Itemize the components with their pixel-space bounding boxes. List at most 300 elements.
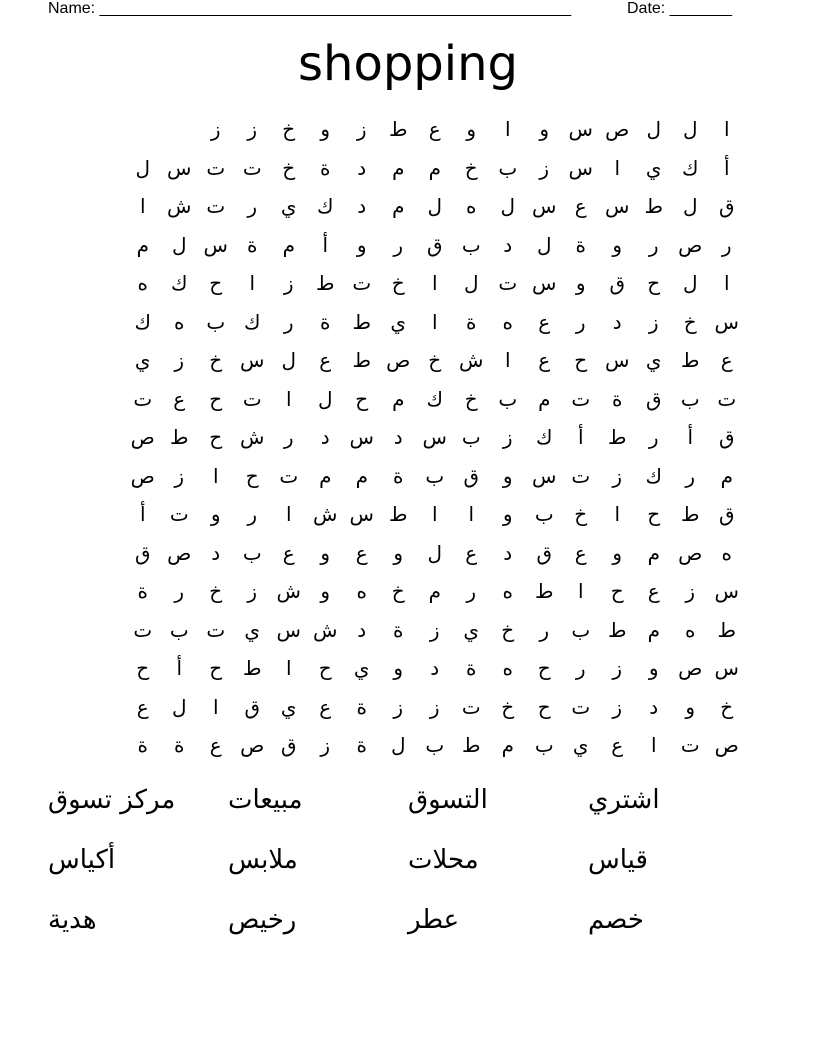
grid-letter: ق bbox=[718, 194, 735, 219]
grid-letter: ط bbox=[608, 425, 627, 450]
grid-row bbox=[85, 226, 745, 265]
grid-letter: ا bbox=[285, 656, 292, 681]
grid-letter: ع bbox=[428, 117, 441, 142]
word-bank-item: رخيص bbox=[228, 905, 297, 935]
grid-letter: ة bbox=[356, 733, 367, 758]
grid-letter: ر bbox=[648, 425, 659, 450]
grid-letter: ة bbox=[393, 463, 404, 488]
grid-letter: ش bbox=[276, 579, 301, 604]
grid-letter: ت bbox=[680, 733, 700, 758]
word-bank-item: التسوق bbox=[408, 785, 488, 815]
word-bank-item: مبيعات bbox=[228, 785, 303, 815]
grid-letter: ل bbox=[463, 271, 479, 296]
grid-letter: ز bbox=[320, 733, 331, 758]
grid-letter: ق bbox=[244, 694, 261, 719]
grid-letter: س bbox=[714, 656, 739, 681]
grid-letter: ز bbox=[247, 117, 258, 142]
grid-letter: ت bbox=[279, 463, 299, 488]
grid-letter: ش bbox=[459, 348, 484, 373]
grid-letter: ز bbox=[612, 694, 623, 719]
grid-letter: ر bbox=[575, 656, 586, 681]
grid-letter: و bbox=[539, 117, 550, 142]
grid-letter: ة bbox=[466, 656, 477, 681]
grid-letter: د bbox=[649, 694, 659, 719]
grid-letter: خ bbox=[282, 155, 296, 180]
grid-letter: ت bbox=[571, 694, 591, 719]
grid-letter: ه bbox=[466, 194, 477, 219]
grid-letter: ة bbox=[137, 579, 148, 604]
grid-letter: ط bbox=[644, 194, 663, 219]
grid-row bbox=[85, 495, 745, 534]
grid-letter: ع bbox=[136, 694, 149, 719]
grid-letter: و bbox=[356, 232, 367, 257]
grid-row bbox=[85, 341, 745, 380]
grid-letter: م bbox=[428, 155, 441, 180]
grid-letter: ح bbox=[574, 348, 588, 373]
grid-letter: ا bbox=[431, 271, 438, 296]
grid-letter: و bbox=[575, 271, 586, 296]
grid-letter: ا bbox=[431, 309, 438, 334]
grid-letter: ا bbox=[285, 502, 292, 527]
grid-letter: د bbox=[357, 155, 367, 180]
grid-letter: ح bbox=[245, 463, 259, 488]
grid-letter: د bbox=[430, 656, 440, 681]
grid-letter: و bbox=[612, 232, 623, 257]
word-bank-item: أكياس bbox=[48, 845, 116, 875]
grid-letter: د bbox=[320, 425, 330, 450]
grid-letter: ح bbox=[209, 386, 223, 411]
grid-letter: ا bbox=[212, 463, 219, 488]
word-bank-row bbox=[48, 898, 768, 958]
grid-letter: ل bbox=[682, 194, 698, 219]
grid-letter: ه bbox=[721, 540, 732, 565]
grid-letter: و bbox=[685, 694, 696, 719]
grid-row bbox=[85, 187, 745, 226]
grid-letter: ص bbox=[714, 733, 739, 758]
grid-letter: ط bbox=[462, 733, 481, 758]
grid-letter: س bbox=[714, 579, 739, 604]
grid-letter: ح bbox=[209, 656, 223, 681]
grid-row bbox=[85, 534, 745, 573]
grid-letter: ي bbox=[244, 617, 261, 642]
grid-letter: س bbox=[203, 232, 228, 257]
grid-letter: ل bbox=[317, 386, 333, 411]
grid-letter: ك bbox=[171, 271, 188, 296]
grid-letter: خ bbox=[501, 694, 515, 719]
grid-letter: ط bbox=[717, 617, 736, 642]
grid-letter: ة bbox=[174, 733, 185, 758]
grid-letter: س bbox=[167, 155, 192, 180]
grid-letter: ت bbox=[571, 386, 591, 411]
grid-letter: ا bbox=[249, 271, 256, 296]
grid-letter: ك bbox=[536, 425, 553, 450]
grid-letter: ز bbox=[174, 463, 185, 488]
grid-letter: م bbox=[428, 579, 441, 604]
grid-letter: ر bbox=[283, 309, 294, 334]
grid-letter: ص bbox=[386, 348, 411, 373]
grid-letter: س bbox=[605, 194, 630, 219]
grid-letter: ز bbox=[612, 463, 623, 488]
grid-letter: ي bbox=[280, 694, 297, 719]
grid-letter: ح bbox=[537, 656, 551, 681]
grid-letter: ت bbox=[717, 386, 737, 411]
grid-letter: و bbox=[393, 656, 404, 681]
grid-row bbox=[85, 264, 745, 303]
grid-letter: ز bbox=[210, 117, 221, 142]
grid-letter: ش bbox=[167, 194, 192, 219]
grid-letter: ق bbox=[426, 232, 443, 257]
grid-letter: ل bbox=[682, 271, 698, 296]
grid-row bbox=[85, 149, 745, 188]
grid-letter: ز bbox=[648, 309, 659, 334]
grid-row bbox=[85, 611, 745, 650]
word-bank-item: مركز تسوق bbox=[48, 785, 176, 815]
grid-letter: ي bbox=[134, 348, 151, 373]
grid-letter: ه bbox=[137, 271, 148, 296]
grid-letter: ع bbox=[319, 694, 332, 719]
grid-letter: ا bbox=[504, 117, 511, 142]
grid-letter: ز bbox=[429, 617, 440, 642]
grid-row bbox=[85, 380, 745, 419]
grid-letter: س bbox=[349, 425, 374, 450]
grid-letter: ش bbox=[240, 425, 265, 450]
grid-letter: ص bbox=[130, 463, 155, 488]
grid-letter: ت bbox=[461, 694, 481, 719]
grid-letter: ل bbox=[427, 540, 443, 565]
grid-letter: ي bbox=[390, 309, 407, 334]
grid-letter: ز bbox=[429, 694, 440, 719]
grid-letter: ر bbox=[539, 617, 550, 642]
grid-letter: ل bbox=[682, 117, 698, 142]
grid-row bbox=[85, 418, 745, 457]
grid-letter: و bbox=[320, 579, 331, 604]
grid-letter: ا bbox=[577, 579, 584, 604]
grid-letter: ع bbox=[538, 309, 551, 334]
grid-letter: م bbox=[392, 386, 405, 411]
grid-letter: ة bbox=[247, 232, 258, 257]
grid-letter: د bbox=[357, 617, 367, 642]
word-bank-item: هدية bbox=[48, 905, 97, 935]
grid-letter: ب bbox=[461, 425, 481, 450]
grid-letter: أ bbox=[322, 232, 329, 257]
grid-letter: ة bbox=[137, 733, 148, 758]
grid-letter: ط bbox=[170, 425, 189, 450]
grid-letter: ح bbox=[537, 694, 551, 719]
grid-letter: ت bbox=[571, 463, 591, 488]
grid-letter: ي bbox=[280, 194, 297, 219]
grid-letter: ح bbox=[647, 271, 661, 296]
grid-letter: أ bbox=[139, 502, 146, 527]
grid-letter: خ bbox=[391, 271, 405, 296]
grid-letter: ش bbox=[313, 617, 338, 642]
grid-letter: خ bbox=[464, 386, 478, 411]
grid-letter: ص bbox=[167, 540, 192, 565]
grid-letter: ت bbox=[206, 155, 226, 180]
grid-letter: و bbox=[466, 117, 477, 142]
grid-letter: أ bbox=[176, 656, 183, 681]
grid-letter: ه bbox=[502, 309, 513, 334]
grid-letter: ق bbox=[718, 425, 735, 450]
grid-letter: م bbox=[392, 155, 405, 180]
grid-letter: م bbox=[720, 463, 733, 488]
grid-letter: ر bbox=[247, 502, 258, 527]
word-bank-item: عطر bbox=[408, 905, 460, 935]
page-title: shopping bbox=[298, 36, 518, 92]
grid-letter: ع bbox=[209, 733, 222, 758]
grid-letter: ط bbox=[608, 617, 627, 642]
grid-row bbox=[85, 688, 745, 727]
grid-letter: ك bbox=[244, 309, 261, 334]
grid-letter: ه bbox=[502, 656, 513, 681]
grid-letter: ب bbox=[425, 463, 445, 488]
grid-letter: ص bbox=[605, 117, 630, 142]
grid-letter: و bbox=[210, 502, 221, 527]
grid-letter: ط bbox=[352, 309, 371, 334]
word-bank-item: قياس bbox=[588, 845, 648, 875]
grid-row bbox=[85, 649, 745, 688]
grid-letter: خ bbox=[501, 617, 515, 642]
grid-letter: ع bbox=[282, 540, 295, 565]
grid-letter: و bbox=[648, 656, 659, 681]
grid-letter: ب bbox=[169, 617, 189, 642]
grid-letter: ط bbox=[535, 579, 554, 604]
grid-letter: ا bbox=[504, 348, 511, 373]
grid-letter: ع bbox=[611, 733, 624, 758]
grid-row bbox=[85, 457, 745, 496]
grid-letter: د bbox=[503, 232, 513, 257]
grid-letter: ل bbox=[646, 117, 662, 142]
grid-letter: ي bbox=[572, 733, 589, 758]
grid-letter: ع bbox=[465, 540, 478, 565]
grid-letter: ر bbox=[466, 579, 477, 604]
grid-letter: ح bbox=[209, 271, 223, 296]
grid-letter: ز bbox=[612, 656, 623, 681]
grid-letter: ا bbox=[614, 502, 621, 527]
grid-letter: أ bbox=[723, 155, 730, 180]
grid-letter: ع bbox=[720, 348, 733, 373]
grid-letter: أ bbox=[687, 425, 694, 450]
grid-letter: خ bbox=[282, 117, 296, 142]
grid-letter: ز bbox=[174, 348, 185, 373]
grid-letter: و bbox=[502, 463, 513, 488]
grid-letter: ت bbox=[133, 617, 153, 642]
grid-letter: س bbox=[532, 271, 557, 296]
grid-letter: ل bbox=[500, 194, 516, 219]
name-field-line: Name: _____________________________________________________ bbox=[48, 0, 572, 17]
grid-letter: ل bbox=[281, 348, 297, 373]
grid-letter: ة bbox=[612, 386, 623, 411]
grid-letter: ه bbox=[356, 579, 367, 604]
grid-letter: خ bbox=[428, 348, 442, 373]
grid-letter: ق bbox=[134, 540, 151, 565]
grid-letter: ل bbox=[171, 694, 187, 719]
grid-letter: ر bbox=[247, 194, 258, 219]
grid-letter: ب bbox=[242, 540, 262, 565]
grid-letter: ة bbox=[393, 617, 404, 642]
grid-letter: ز bbox=[283, 271, 294, 296]
grid-letter: ق bbox=[463, 463, 480, 488]
grid-letter: م bbox=[319, 463, 332, 488]
grid-letter: س bbox=[276, 617, 301, 642]
grid-letter: ح bbox=[610, 579, 624, 604]
grid-row bbox=[85, 726, 745, 765]
grid-letter: و bbox=[320, 117, 331, 142]
grid-letter: ب bbox=[498, 386, 518, 411]
grid-letter: ة bbox=[575, 232, 586, 257]
grid-letter: خ bbox=[209, 348, 223, 373]
grid-letter: ي bbox=[645, 348, 662, 373]
grid-letter: ر bbox=[575, 309, 586, 334]
grid-letter: م bbox=[355, 463, 368, 488]
grid-letter: ق bbox=[718, 502, 735, 527]
grid-letter: ت bbox=[206, 194, 226, 219]
grid-letter: ح bbox=[647, 502, 661, 527]
grid-letter: م bbox=[501, 733, 514, 758]
grid-letter: ي bbox=[353, 656, 370, 681]
grid-letter: و bbox=[502, 502, 513, 527]
date-field-line: Date: _______ bbox=[627, 0, 732, 17]
grid-letter: ة bbox=[356, 694, 367, 719]
grid-letter: ا bbox=[212, 694, 219, 719]
grid-letter: ت bbox=[242, 386, 262, 411]
grid-letter: ع bbox=[173, 386, 186, 411]
grid-letter: ه bbox=[685, 617, 696, 642]
grid-letter: ح bbox=[209, 425, 223, 450]
grid-letter: ر bbox=[685, 463, 696, 488]
grid-letter: ط bbox=[389, 117, 408, 142]
grid-letter: ح bbox=[355, 386, 369, 411]
grid-row bbox=[85, 303, 745, 342]
grid-letter: ت bbox=[498, 271, 518, 296]
grid-letter: ب bbox=[498, 155, 518, 180]
grid-letter: م bbox=[392, 194, 405, 219]
grid-letter: ا bbox=[723, 271, 730, 296]
grid-letter: س bbox=[240, 348, 265, 373]
grid-letter: س bbox=[532, 463, 557, 488]
grid-letter: ط bbox=[316, 271, 335, 296]
grid-letter: ا bbox=[285, 386, 292, 411]
grid-letter: ز bbox=[356, 117, 367, 142]
grid-letter: م bbox=[282, 232, 295, 257]
grid-letter: ر bbox=[648, 232, 659, 257]
grid-letter: ز bbox=[539, 155, 550, 180]
grid-letter: ة bbox=[466, 309, 477, 334]
grid-letter: ك bbox=[317, 194, 334, 219]
grid-letter: ز bbox=[685, 579, 696, 604]
grid-letter: ب bbox=[534, 733, 554, 758]
grid-letter: ق bbox=[280, 733, 297, 758]
grid-letter: س bbox=[568, 155, 593, 180]
grid-letter: ك bbox=[134, 309, 151, 334]
grid-letter: ط bbox=[389, 502, 408, 527]
grid-letter: د bbox=[393, 425, 403, 450]
grid-letter: م bbox=[647, 540, 660, 565]
grid-letter: ع bbox=[574, 540, 587, 565]
grid-letter: ت bbox=[133, 386, 153, 411]
grid-letter: ا bbox=[139, 194, 146, 219]
grid-letter: ط bbox=[681, 348, 700, 373]
grid-letter: ق bbox=[536, 540, 553, 565]
grid-letter: ط bbox=[681, 502, 700, 527]
grid-letter: ك bbox=[645, 463, 662, 488]
grid-letter: خ bbox=[464, 155, 478, 180]
grid-letter: ب bbox=[534, 502, 554, 527]
grid-letter: م bbox=[538, 386, 551, 411]
grid-letter: ة bbox=[320, 309, 331, 334]
grid-letter: ق bbox=[645, 386, 662, 411]
grid-letter: ا bbox=[431, 502, 438, 527]
grid-letter: ب bbox=[425, 733, 445, 758]
grid-letter: د bbox=[357, 194, 367, 219]
grid-letter: ة bbox=[320, 155, 331, 180]
grid-letter: خ bbox=[683, 309, 697, 334]
grid-letter: ت bbox=[242, 155, 262, 180]
grid-letter: ع bbox=[355, 540, 368, 565]
grid-letter: ل bbox=[135, 155, 151, 180]
grid-letter: د bbox=[503, 540, 513, 565]
grid-letter: س bbox=[349, 502, 374, 527]
grid-letter: ب bbox=[206, 309, 226, 334]
word-bank-item: ملابس bbox=[228, 845, 298, 875]
grid-letter: ا bbox=[468, 502, 475, 527]
grid-letter: ر bbox=[393, 232, 404, 257]
grid-letter: م bbox=[136, 232, 149, 257]
grid-letter: ز bbox=[502, 425, 513, 450]
grid-letter: س bbox=[568, 117, 593, 142]
grid-letter: خ bbox=[391, 579, 405, 604]
grid-letter: ط bbox=[352, 348, 371, 373]
grid-letter: ص bbox=[678, 232, 703, 257]
grid-letter: د bbox=[612, 309, 622, 334]
grid-letter: ر bbox=[721, 232, 732, 257]
grid-letter: ص bbox=[678, 656, 703, 681]
grid-letter: ز bbox=[393, 694, 404, 719]
grid-letter: م bbox=[647, 617, 660, 642]
grid-letter: ص bbox=[240, 733, 265, 758]
grid-letter: س bbox=[714, 309, 739, 334]
grid-letter: د bbox=[211, 540, 221, 565]
grid-letter: ت bbox=[206, 617, 226, 642]
word-bank-item: خصم bbox=[588, 905, 644, 935]
grid-letter: ع bbox=[574, 194, 587, 219]
grid-letter: ا bbox=[650, 733, 657, 758]
grid-letter: ح bbox=[318, 656, 332, 681]
grid-letter: ت bbox=[352, 271, 372, 296]
grid-letter: ا bbox=[723, 117, 730, 142]
grid-letter: ز bbox=[247, 579, 258, 604]
grid-letter: ي bbox=[463, 617, 480, 642]
word-bank bbox=[48, 778, 768, 958]
grid-letter: ل bbox=[427, 194, 443, 219]
grid-letter: ق bbox=[609, 271, 626, 296]
grid-row bbox=[85, 110, 745, 149]
grid-letter: ي bbox=[645, 155, 662, 180]
grid-letter: ص bbox=[130, 425, 155, 450]
grid-letter: ل bbox=[536, 232, 552, 257]
grid-letter: خ bbox=[720, 694, 734, 719]
grid-letter: و bbox=[393, 540, 404, 565]
grid-letter: ع bbox=[538, 348, 551, 373]
word-bank-item: محلات bbox=[408, 845, 479, 875]
grid-letter: ب bbox=[461, 232, 481, 257]
grid-letter: أ bbox=[577, 425, 584, 450]
grid-letter: ه bbox=[502, 579, 513, 604]
grid-letter: و bbox=[612, 540, 623, 565]
grid-letter: ع bbox=[319, 348, 332, 373]
grid-letter: ر bbox=[174, 579, 185, 604]
grid-letter: س bbox=[605, 348, 630, 373]
grid-letter: خ bbox=[209, 579, 223, 604]
